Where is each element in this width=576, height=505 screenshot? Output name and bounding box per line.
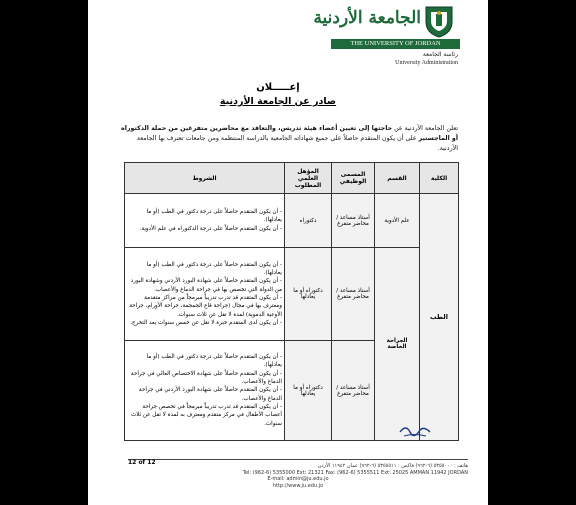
qualification-cell: دكتوراه — [285, 194, 332, 248]
qualification-cell: دكتوراه أو ما يعادلها — [285, 341, 332, 441]
footer — [128, 459, 468, 489]
condition-item: - أن يكون المتقدم حاصلاً على درجة دكتور في الطب (أو ما يعادلها). — [146, 261, 282, 277]
table-header-row — [125, 163, 459, 194]
condition-item: - أن يكون المتقدم قد تدرب تدريباً مبرمجاً من مراكز متقدمة ومعترف بها في مجال (جراحة قاع الجمجمة، جراحة الأورام، جراحة الأوعية الدموية) لمدة لا تقل عن ثلاث سنوات. — [129, 295, 282, 318]
table-row — [125, 248, 459, 341]
presidency-english: University Administration — [395, 60, 458, 66]
university-name-arabic: الجامعة الأردنية — [313, 8, 421, 28]
header-qualification: المؤهل العلمي المطلوب — [285, 163, 332, 194]
condition-item: - أن يكون لدى المتقدم خبرة لا تقل عن خمس سنوات بعد التخرج. — [130, 319, 282, 326]
department-cell: الجراحة الخاصة — [375, 248, 420, 441]
conditions-cell — [125, 194, 285, 248]
header-department: القسم — [375, 163, 420, 194]
intro-text-bold: حاجتها إلى تعيين أعضاء هيئة تدريس، والتعاقد مع محاضرين متفرغين من حملة الدكتوراه أو الماجستير — [121, 125, 458, 142]
document-page — [88, 0, 488, 505]
announcement-subtitle: صادر عن الجامعة الأردنية — [219, 96, 337, 107]
job-title-cell: أستاذ مساعد / محاضر متفرغ — [332, 341, 375, 441]
header-college: الكلية — [420, 163, 459, 194]
job-title-cell: أستاذ مساعد / محاضر متفرغ — [332, 248, 375, 341]
job-title-cell: أستاذ مساعد / محاضر متفرغ — [332, 194, 375, 248]
header-job-title: المسمى الوظيفي — [332, 163, 375, 194]
conditions-cell — [125, 248, 285, 341]
announcement-intro — [118, 124, 458, 154]
intro-text-1: تعلن الجامعة الأردنية عن — [392, 125, 458, 132]
university-name-english: THE UNIVERSITY OF JORDAN — [331, 39, 460, 49]
qualification-cell: دكتوراه أو ما يعادلها — [285, 248, 332, 341]
condition-item: - أن يكون المتقدم حاصلاً على شهادة البورد الأردني في جراحة الدماغ والأعصاب. — [138, 387, 282, 402]
vacancies-table — [124, 162, 459, 441]
conditions-cell — [125, 341, 285, 441]
footer-contact-english: Tel: (962-6) 5355000 Ext: 21321 Fax: (962-6) 5355511 Ext: 25025 AMMAN 11942 JORDAN — [242, 469, 468, 476]
college-cell: الطب — [420, 194, 459, 441]
university-logo-icon — [423, 4, 455, 38]
condition-item: - أن يكون المتقدم حاصلاً على شهادة البورد الأردني وشهادة البورد من الدولة التي تخصص بها في جراحة الدماغ والأعصاب. — [130, 278, 282, 293]
condition-item: - أن يكون المتقدم حاصلاً على درجة دكتور في الطب (أو ما يعادلها). — [146, 209, 282, 224]
announcement-title: إعـــــلان — [256, 82, 300, 93]
footer-contact-arabic: هاتف : ٥٣٥٥٠٠٠ (٦-٩٦٢) فاكس : ٥٣٥٥٥١١ (٦-٩٦٢) عمان ١١٩٤٢ الأردن — [317, 463, 468, 469]
header-conditions: الشروط — [125, 163, 285, 194]
condition-item: - أن يكون المتقدم قد تدرب تدريباً مبرمجاً في تخصص جراحة أعصاب الأطفال في مركز متقدم ومعترف به لمدة لا تقل عن ثلاث سنوات. — [130, 403, 282, 427]
signature-icon — [398, 420, 432, 440]
condition-item: - أن يكون المتقدم حاصلاً على درجة دكتور في الطب (أو ما يعادلها). — [146, 354, 282, 369]
condition-item: - أن يكون المتقدم حاصلاً على درجة الدكتوراه في علم الأدوية. — [139, 225, 282, 232]
footer-website: http://www.ju.edu.jo — [272, 482, 324, 489]
intro-text-2: على أن يكون المتقدم حاصلاً على جميع شهاداته الجامعية بالدراسة المنتظمة ومن جامعات تعترف بها الجامعة الأردنية. — [136, 135, 458, 152]
page-number: 12 of 12 — [128, 459, 156, 466]
condition-item: - أن يكون المتقدم حاصلاً على شهادة الاختصاص العالي في جراحة الدماغ والأعصاب. — [130, 370, 282, 386]
footer-email: E-mail: admin@ju.edu.jo — [267, 476, 329, 482]
table-row — [125, 194, 459, 248]
department-cell: علم الأدوية — [375, 194, 420, 248]
presidency-arabic: رئاسة الجامعة — [422, 51, 458, 58]
